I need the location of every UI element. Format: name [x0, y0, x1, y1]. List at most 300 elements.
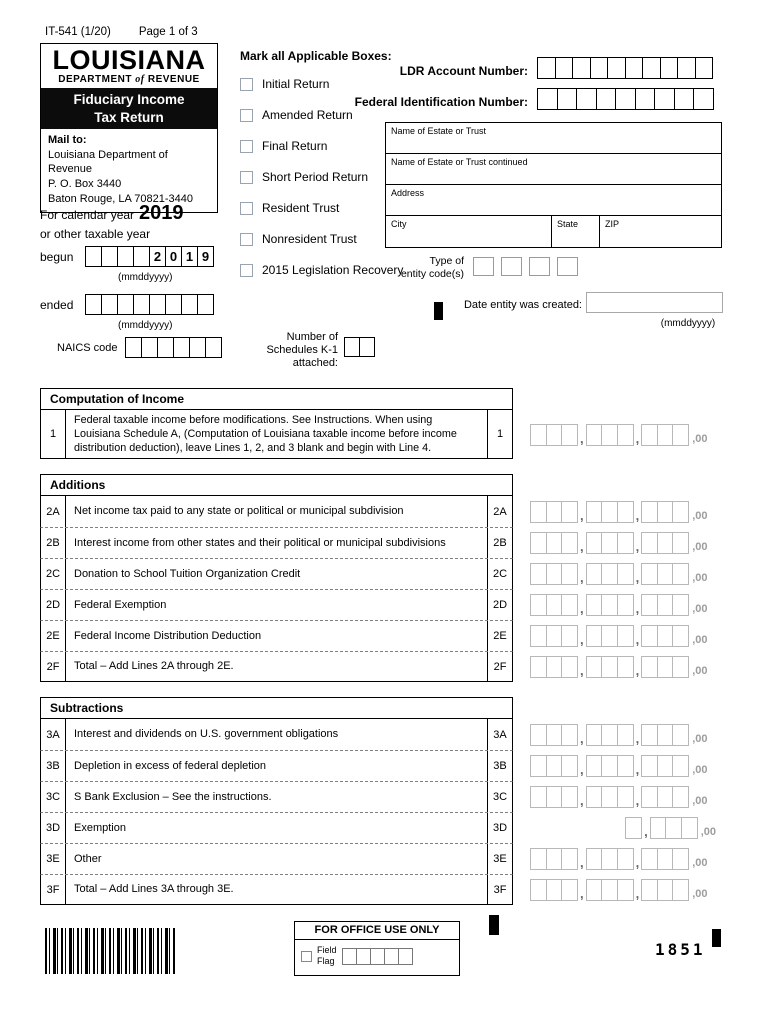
- entity-info-box: [385, 122, 722, 248]
- line-code: 2D: [41, 590, 66, 620]
- amount-digit-box[interactable]: [561, 563, 578, 585]
- amount-digit-box[interactable]: [617, 532, 634, 554]
- digit-box[interactable]: [165, 294, 182, 315]
- barcode: [45, 928, 176, 974]
- amount-digit-box[interactable]: [601, 755, 618, 777]
- digit-box[interactable]: [141, 337, 158, 358]
- amount-digit-box[interactable]: [561, 786, 578, 808]
- amount-digit-box[interactable]: [601, 532, 618, 554]
- checkbox-label: 2015 Legislation Recovery: [262, 263, 404, 277]
- digit-box[interactable]: [596, 88, 617, 110]
- amount-digit-box[interactable]: [601, 424, 618, 446]
- checkbox-item-nonresident-trust: [240, 232, 403, 246]
- amount-digit-box[interactable]: [561, 879, 578, 901]
- amount-digit-box[interactable]: [530, 755, 547, 777]
- state-label: State: [557, 219, 579, 229]
- dept-word: REVENUE: [147, 74, 200, 86]
- amount-digit-group: [641, 625, 689, 647]
- comma-separator: ,: [580, 539, 584, 555]
- amount-digit-box[interactable]: [546, 501, 563, 523]
- amount-digit-box[interactable]: [617, 879, 634, 901]
- amount-digit-box[interactable]: [657, 848, 674, 870]
- amount-digit-box[interactable]: [586, 594, 603, 616]
- digit-box[interactable]: [537, 88, 558, 110]
- amount-digit-box[interactable]: [546, 625, 563, 647]
- checkbox-label: Short Period Return: [262, 170, 369, 184]
- amount-digit-box[interactable]: [530, 786, 547, 808]
- checkbox-nonresident-trust[interactable]: [240, 233, 253, 246]
- amount-digit-group: [530, 625, 578, 647]
- digit-box[interactable]: [625, 57, 644, 79]
- line-code: 2C: [41, 559, 66, 589]
- amount-digit-group: [641, 563, 689, 585]
- entity-name-continued-field[interactable]: [386, 154, 721, 185]
- digit-box[interactable]: [642, 57, 661, 79]
- digit-box[interactable]: [695, 57, 714, 79]
- digit-box[interactable]: [537, 57, 556, 79]
- amount-digit-box[interactable]: [672, 724, 689, 746]
- amount-digit-box[interactable]: [561, 625, 578, 647]
- amount-digit-box[interactable]: [657, 879, 674, 901]
- amount-digit-box[interactable]: [617, 755, 634, 777]
- amount-digit-box[interactable]: [641, 724, 658, 746]
- amount-digit-group: [530, 563, 578, 585]
- digit-box[interactable]: [344, 337, 360, 357]
- amount-digit-box[interactable]: [672, 879, 689, 901]
- checkbox-item-amended-return: [240, 108, 403, 122]
- digit-box[interactable]: [133, 246, 150, 267]
- calendar-year-label: For calendar year: [40, 208, 135, 222]
- amount-field-2e: [513, 620, 716, 651]
- digit-box[interactable]: [607, 57, 626, 79]
- digit-box[interactable]: [654, 88, 675, 110]
- amount-field-2a: [513, 496, 716, 527]
- amount-digit-box[interactable]: [625, 817, 642, 839]
- line-code: 3A: [41, 719, 66, 750]
- amount-digit-box[interactable]: [672, 563, 689, 585]
- comma-separator: ,: [635, 663, 640, 679]
- amount-digit-box[interactable]: [657, 532, 674, 554]
- line-2e: [40, 620, 716, 651]
- form-id-line: [45, 26, 198, 38]
- section-header: Computation of Income: [40, 388, 513, 410]
- digit-box[interactable]: [557, 88, 578, 110]
- amount-digit-box[interactable]: [641, 786, 658, 808]
- amount-digit-box[interactable]: [530, 501, 547, 523]
- amount-digit-box[interactable]: [672, 594, 689, 616]
- mail-to-line: Louisiana Department of Revenue: [48, 148, 168, 176]
- line-code: 3F: [41, 875, 66, 904]
- digit-box[interactable]: [677, 57, 696, 79]
- amount-field-2c: [513, 558, 716, 589]
- amount-digit-box[interactable]: [530, 625, 547, 647]
- amount-digit-box[interactable]: [641, 501, 658, 523]
- entity-address-field[interactable]: [386, 185, 721, 216]
- amount-digit-group: [530, 532, 578, 554]
- cents-suffix: ,00: [692, 433, 708, 446]
- sections: [40, 388, 716, 920]
- amount-digit-box[interactable]: [672, 786, 689, 808]
- checkbox-amended-return[interactable]: [240, 109, 253, 122]
- checkbox-label: Final Return: [262, 139, 328, 153]
- amount-digit-box[interactable]: [546, 594, 563, 616]
- checkbox-resident-trust[interactable]: [240, 202, 253, 215]
- entity-address-label: Address: [391, 188, 425, 198]
- amount-digit-box[interactable]: [586, 501, 603, 523]
- line-code: 3B: [487, 751, 512, 781]
- digit-box[interactable]: [555, 57, 574, 79]
- amount-digit-box[interactable]: [530, 879, 547, 901]
- amount-digit-box[interactable]: [561, 755, 578, 777]
- amount-digit-group: [530, 424, 578, 446]
- amount-digit-box[interactable]: [641, 594, 658, 616]
- digit-box[interactable]: [85, 294, 102, 315]
- amount-digit-box[interactable]: [665, 817, 682, 839]
- entity-name-label: Name of Estate or Trust: [391, 126, 487, 136]
- amount-digit-box[interactable]: [546, 755, 563, 777]
- amount-digit-box[interactable]: [617, 786, 634, 808]
- line-3a: [40, 719, 716, 750]
- line-code: 2E: [41, 621, 66, 651]
- cents-suffix: ,00: [692, 733, 708, 746]
- amount-digit-box[interactable]: [641, 424, 658, 446]
- section-computation-of-income: [40, 388, 716, 459]
- office-use-title: FOR OFFICE USE ONLY: [295, 922, 459, 940]
- amount-digit-box[interactable]: [641, 563, 658, 585]
- begun-label: begun: [40, 249, 74, 264]
- amount-digit-box[interactable]: [672, 532, 689, 554]
- amount-digit-box[interactable]: [617, 625, 634, 647]
- digit-box[interactable]: [197, 294, 214, 315]
- amount-digit-box[interactable]: [657, 786, 674, 808]
- amount-digit-box[interactable]: [641, 848, 658, 870]
- comma-separator: ,: [635, 793, 640, 809]
- comma-separator: ,: [580, 886, 584, 902]
- amount-digit-box[interactable]: [586, 786, 603, 808]
- amount-digit-box[interactable]: [672, 755, 689, 777]
- naics-row: [57, 337, 222, 358]
- line-3f: [40, 874, 716, 905]
- amount-digit-box[interactable]: [657, 755, 674, 777]
- amount-digit-box[interactable]: [617, 724, 634, 746]
- line-2d: [40, 589, 716, 620]
- amount-digit-box[interactable]: [530, 563, 547, 585]
- amount-digit-box[interactable]: [530, 848, 547, 870]
- amount-digit-box[interactable]: [561, 848, 578, 870]
- amount-digit-box[interactable]: [546, 532, 563, 554]
- digit-box[interactable]: [384, 948, 399, 965]
- amount-digit-group: [586, 656, 634, 678]
- digit-box[interactable]: [398, 948, 413, 965]
- comma-separator: ,: [635, 570, 640, 586]
- digit-box[interactable]: 0: [165, 246, 182, 267]
- mail-to-line: P. O. Box 3440: [48, 177, 122, 190]
- amount-digit-box[interactable]: [672, 501, 689, 523]
- entity-name-field[interactable]: [386, 123, 721, 154]
- amount-digit-box[interactable]: [617, 656, 634, 678]
- amount-digit-box[interactable]: [601, 656, 618, 678]
- digit-box[interactable]: [473, 257, 494, 276]
- agency-department: [41, 74, 217, 88]
- cents-suffix: ,00: [692, 665, 708, 678]
- ended-date-field: [85, 294, 214, 315]
- amount-digit-box[interactable]: [641, 532, 658, 554]
- amount-digit-box[interactable]: [561, 501, 578, 523]
- line-description: Federal Exemption: [74, 598, 167, 611]
- amount-digit-box[interactable]: [546, 786, 563, 808]
- ended-label: ended: [40, 297, 74, 312]
- comma-separator: ,: [635, 731, 640, 747]
- digit-box[interactable]: [359, 337, 375, 357]
- digit-box[interactable]: [370, 948, 385, 965]
- k1-count-field: [344, 337, 375, 357]
- registration-mark: [434, 302, 443, 320]
- section-header: Additions: [40, 474, 513, 496]
- amount-digit-box[interactable]: [530, 594, 547, 616]
- amount-digit-box[interactable]: [546, 724, 563, 746]
- comma-separator: ,: [580, 731, 584, 747]
- digit-box[interactable]: 2: [149, 246, 166, 267]
- digit-box[interactable]: [85, 246, 102, 267]
- amount-digit-box[interactable]: [672, 625, 689, 647]
- date-created-field[interactable]: [586, 292, 723, 313]
- amount-digit-group: [586, 563, 634, 585]
- line-3b: [40, 750, 716, 781]
- amount-digit-group: [530, 786, 578, 808]
- digit-box[interactable]: [181, 294, 198, 315]
- comma-separator: ,: [635, 762, 640, 778]
- digit-box[interactable]: [660, 57, 679, 79]
- amount-digit-box[interactable]: [561, 424, 578, 446]
- line-code: 3C: [41, 782, 66, 812]
- digit-box[interactable]: [635, 88, 656, 110]
- amount-digit-box[interactable]: [657, 724, 674, 746]
- field-flag-label: [317, 945, 337, 968]
- amount-digit-box[interactable]: [657, 594, 674, 616]
- checkbox-initial-return[interactable]: [240, 78, 253, 91]
- checkbox-short-period-return[interactable]: [240, 171, 253, 184]
- amount-digit-box[interactable]: [586, 656, 603, 678]
- amount-digit-group: [586, 625, 634, 647]
- digit-box[interactable]: 9: [197, 246, 214, 267]
- digit-box[interactable]: [189, 337, 206, 358]
- digit-box[interactable]: [173, 337, 190, 358]
- amount-digit-box[interactable]: [641, 879, 658, 901]
- cents-suffix: ,00: [692, 510, 708, 523]
- digit-box[interactable]: [557, 257, 578, 276]
- amount-digit-group: [641, 594, 689, 616]
- checkbox-item-resident-trust: [240, 201, 403, 215]
- agency-logo-box: [40, 43, 218, 213]
- date-created-format: (mmddyyyy): [660, 318, 716, 329]
- amount-digit-box[interactable]: [586, 879, 603, 901]
- comma-separator: ,: [580, 663, 584, 679]
- digit-box[interactable]: [342, 948, 357, 965]
- line-3d: [40, 812, 716, 843]
- entity-zip-field[interactable]: [599, 216, 721, 247]
- amount-digit-box[interactable]: [601, 501, 618, 523]
- amount-digit-box[interactable]: [530, 656, 547, 678]
- amount-digit-box[interactable]: [641, 625, 658, 647]
- agency-state-name: LOUISIANA: [52, 45, 206, 75]
- line-description: Federal Income Distribution Deduction: [74, 629, 262, 642]
- mark-boxes-title: Mark all Applicable Boxes:: [240, 49, 392, 63]
- amount-digit-box[interactable]: [650, 817, 667, 839]
- k1-label-line: attached:: [292, 357, 338, 370]
- checkbox-2015-legislation-recovery[interactable]: [240, 264, 253, 277]
- digit-box[interactable]: 1: [181, 246, 198, 267]
- amount-digit-box[interactable]: [561, 532, 578, 554]
- amount-digit-group: [641, 755, 689, 777]
- amount-digit-box[interactable]: [586, 532, 603, 554]
- amount-digit-box[interactable]: [546, 563, 563, 585]
- amount-field-2d: [513, 589, 716, 620]
- amount-digit-box[interactable]: [672, 848, 689, 870]
- line-3e: [40, 843, 716, 874]
- amount-digit-box[interactable]: [657, 656, 674, 678]
- dept-of-word: of: [135, 74, 145, 86]
- amount-digit-box[interactable]: [586, 724, 603, 746]
- line-description: Net income tax paid to any state or political or municipal subdivision: [74, 505, 404, 518]
- line-code: 2D: [487, 590, 512, 620]
- amount-digit-box[interactable]: [586, 563, 603, 585]
- amount-digit-box[interactable]: [617, 594, 634, 616]
- digit-box[interactable]: [590, 57, 609, 79]
- amount-digit-box[interactable]: [601, 879, 618, 901]
- line-code: 2B: [487, 528, 512, 558]
- digit-box[interactable]: [356, 948, 371, 965]
- k1-label-line: Schedules K-1: [266, 344, 338, 357]
- amount-digit-box[interactable]: [586, 424, 603, 446]
- amount-digit-box[interactable]: [530, 532, 547, 554]
- digit-box[interactable]: [501, 257, 522, 276]
- amount-digit-box[interactable]: [586, 755, 603, 777]
- digit-box[interactable]: [615, 88, 636, 110]
- line-description: Depletion in excess of federal depletion: [74, 759, 267, 772]
- digit-box[interactable]: [125, 337, 142, 358]
- entity-city-state-zip-row: [386, 216, 721, 247]
- calendar-year-line: [40, 202, 184, 225]
- cents-suffix: ,00: [692, 572, 708, 585]
- line-3c: [40, 781, 716, 812]
- amount-digit-group: [586, 501, 634, 523]
- digit-box[interactable]: [157, 337, 174, 358]
- amount-digit-box[interactable]: [601, 594, 618, 616]
- digit-box[interactable]: [205, 337, 222, 358]
- amount-digit-box[interactable]: [657, 563, 674, 585]
- line-description: Total – Add Lines 2A through 2E.: [74, 660, 234, 673]
- amount-digit-box[interactable]: [641, 656, 658, 678]
- digit-box[interactable]: [101, 294, 118, 315]
- amount-digit-box[interactable]: [586, 625, 603, 647]
- cents-suffix: ,00: [692, 764, 708, 777]
- amount-digit-box[interactable]: [617, 424, 634, 446]
- amount-digit-box[interactable]: [657, 424, 674, 446]
- digit-box[interactable]: [117, 294, 134, 315]
- amount-digit-box[interactable]: [561, 656, 578, 678]
- amount-field-3c: [513, 781, 716, 812]
- amount-digit-group: [586, 724, 634, 746]
- digit-box[interactable]: [572, 57, 591, 79]
- cents-suffix: ,00: [692, 634, 708, 647]
- amount-digit-box[interactable]: [546, 656, 563, 678]
- entity-name-continued-label: Name of Estate or Trust continued: [391, 157, 528, 167]
- digit-box[interactable]: [529, 257, 550, 276]
- comma-separator: ,: [580, 431, 584, 447]
- amount-digit-box[interactable]: [530, 424, 547, 446]
- form-title-line1: Fiduciary Income: [73, 92, 185, 108]
- amount-digit-group: [641, 879, 689, 901]
- checkbox-label: Initial Return: [262, 77, 330, 91]
- amount-digit-box[interactable]: [617, 563, 634, 585]
- line-code: 3E: [487, 844, 512, 874]
- amount-digit-box[interactable]: [601, 563, 618, 585]
- digit-box[interactable]: [576, 88, 597, 110]
- amount-digit-box[interactable]: [617, 501, 634, 523]
- field-flag-checkbox[interactable]: [301, 951, 312, 962]
- checkbox-final-return[interactable]: [240, 140, 253, 153]
- entity-city-field[interactable]: [386, 216, 551, 247]
- amount-digit-box[interactable]: [681, 817, 698, 839]
- amount-digit-group: [530, 501, 578, 523]
- line-2b: [40, 527, 716, 558]
- amount-digit-box[interactable]: [546, 424, 563, 446]
- digit-box[interactable]: [693, 88, 714, 110]
- amount-digit-box[interactable]: [617, 848, 634, 870]
- amount-digit-box[interactable]: [657, 501, 674, 523]
- digit-box[interactable]: [149, 294, 166, 315]
- amount-digit-group: [530, 848, 578, 870]
- amount-field-2f: [513, 651, 716, 682]
- amount-digit-box[interactable]: [546, 848, 563, 870]
- digit-box[interactable]: [117, 246, 134, 267]
- amount-field-3d: [513, 812, 716, 843]
- amount-digit-group: [586, 848, 634, 870]
- amount-digit-group: [530, 594, 578, 616]
- amount-digit-box[interactable]: [672, 656, 689, 678]
- comma-separator: ,: [635, 886, 640, 902]
- cents-suffix: ,00: [692, 857, 708, 870]
- amount-digit-group: [641, 848, 689, 870]
- amount-digit-group: [586, 786, 634, 808]
- begun-date-row: [40, 246, 214, 267]
- amount-digit-box[interactable]: [546, 879, 563, 901]
- line-2a: [40, 496, 716, 527]
- digit-box[interactable]: [133, 294, 150, 315]
- amount-digit-box[interactable]: [657, 625, 674, 647]
- amount-digit-box[interactable]: [601, 848, 618, 870]
- amount-digit-group: [641, 786, 689, 808]
- other-taxable-year-label: or other taxable year: [40, 227, 151, 241]
- amount-digit-box[interactable]: [601, 724, 618, 746]
- entity-state-field[interactable]: [551, 216, 599, 247]
- ended-date-format: (mmddyyyy): [118, 320, 173, 331]
- amount-digit-box[interactable]: [561, 594, 578, 616]
- form-number: IT-541 (1/20): [45, 26, 111, 38]
- amount-digit-box[interactable]: [530, 724, 547, 746]
- digit-box[interactable]: [101, 246, 118, 267]
- amount-digit-box[interactable]: [601, 625, 618, 647]
- amount-digit-box[interactable]: [561, 724, 578, 746]
- mail-to-line: Baton Rouge, LA 70821-3440: [48, 192, 193, 205]
- amount-digit-box[interactable]: [641, 755, 658, 777]
- entity-type-label: [360, 255, 464, 280]
- amount-digit-box[interactable]: [601, 786, 618, 808]
- amount-digit-box[interactable]: [672, 424, 689, 446]
- office-use-box: [294, 921, 460, 976]
- digit-box[interactable]: [674, 88, 695, 110]
- amount-digit-box[interactable]: [586, 848, 603, 870]
